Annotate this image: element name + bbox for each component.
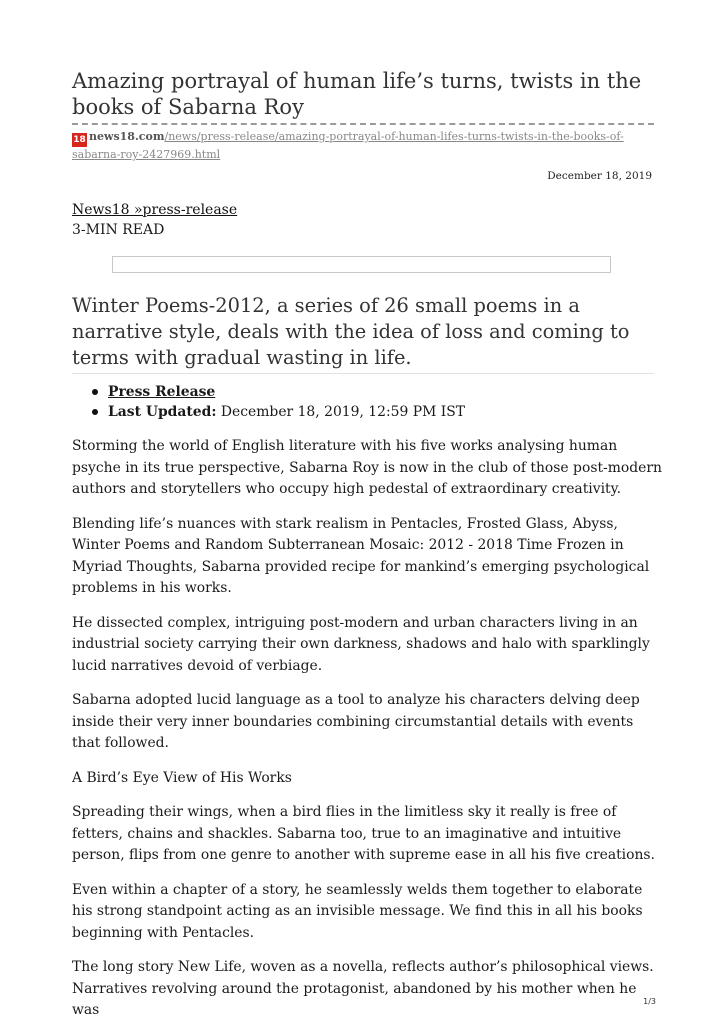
article-title: Amazing portrayal of human life’s turns, twists in the books of Sabarna Roy — [72, 69, 642, 119]
breadcrumb — [72, 200, 237, 220]
news18-logo-icon: 18 — [73, 135, 86, 145]
capture-date: December 18, 2019 — [547, 170, 652, 182]
subheadline: Winter Poems-2012, a series of 26 small poems in a narrative style, deals with the idea of loss and coming to terms with gradual wasting in life. — [72, 294, 630, 369]
breadcrumb-site-link[interactable]: News18 » — [72, 202, 143, 218]
source-line — [72, 129, 658, 162]
updated-value: December 18, 2019, 12:59 PM IST — [216, 404, 465, 420]
read-time: 3-MIN READ — [72, 222, 165, 238]
category-link[interactable]: Press Release — [108, 384, 216, 400]
meta-updated-item — [90, 402, 465, 422]
ad-placeholder — [112, 256, 611, 273]
paragraph: Storming the world of English literature with his five works analysing human psyche in its true perspective, Sabarna Roy is now in the club of those post-modern authors and storytellers who occupy high pedestal of extraordinary creativity. — [72, 438, 662, 497]
article-meta-list — [90, 382, 465, 422]
paragraph: Sabarna adopted lucid language as a tool to analyze his characters delving deep inside their very inner boundaries combining circumstantial details with events that followed. — [72, 692, 640, 751]
paragraph: He dissected complex, intriguing post-modern and urban characters living in an industrial society carrying their own darkness, shadows and halo with sparklingly lucid narratives devoid of verbiage. — [72, 614, 650, 674]
section-heading: A Bird’s Eye View of His Works — [72, 769, 292, 786]
meta-category-item — [90, 382, 465, 402]
source-domain-link[interactable]: news18.com — [89, 130, 165, 143]
paragraph: Even within a chapter of a story, he seamlessly welds them together to elaborate his strong standpoint acting as an invisible message. We find this in all his books beginning with Pentacles. — [72, 881, 643, 941]
article-body — [72, 436, 662, 1035]
subheadline-divider — [72, 373, 654, 374]
page-number: 1/3 — [643, 997, 656, 1006]
paragraph: The long story New Life, woven as a novella, reflects author’s philosophical views. Narratives revolving around the protagonist, abandoned by his mother when he was — [72, 959, 654, 1018]
updated-label: Last Updated: — [108, 404, 217, 420]
title-divider — [72, 123, 654, 125]
breadcrumb-section-link[interactable]: press-release — [142, 202, 238, 218]
paragraph: Spreading their wings, when a bird flies in the limitless sky it really is free of fetters, chains and shackles. Sabarna too, true to an imaginative and intuitive person, flips from one genre to another with supreme ease in all his five creations. — [72, 804, 655, 863]
paragraph: Blending life’s nuances with stark realism in Pentacles, Frosted Glass, Abyss, Winter Poems and Random Subterranean Mosaic: 2012 - 2018 Time Frozen in Myriad Thoughts, Sabarna provided recipe for mankind’s emerging psychological problems in his works. — [72, 515, 650, 596]
source-url-link[interactable]: /news/press-release/amazing-portrayal-of-human-lifes-turns-twists-in-the-books-of-sabarna-roy-2427969.html — [72, 130, 624, 161]
